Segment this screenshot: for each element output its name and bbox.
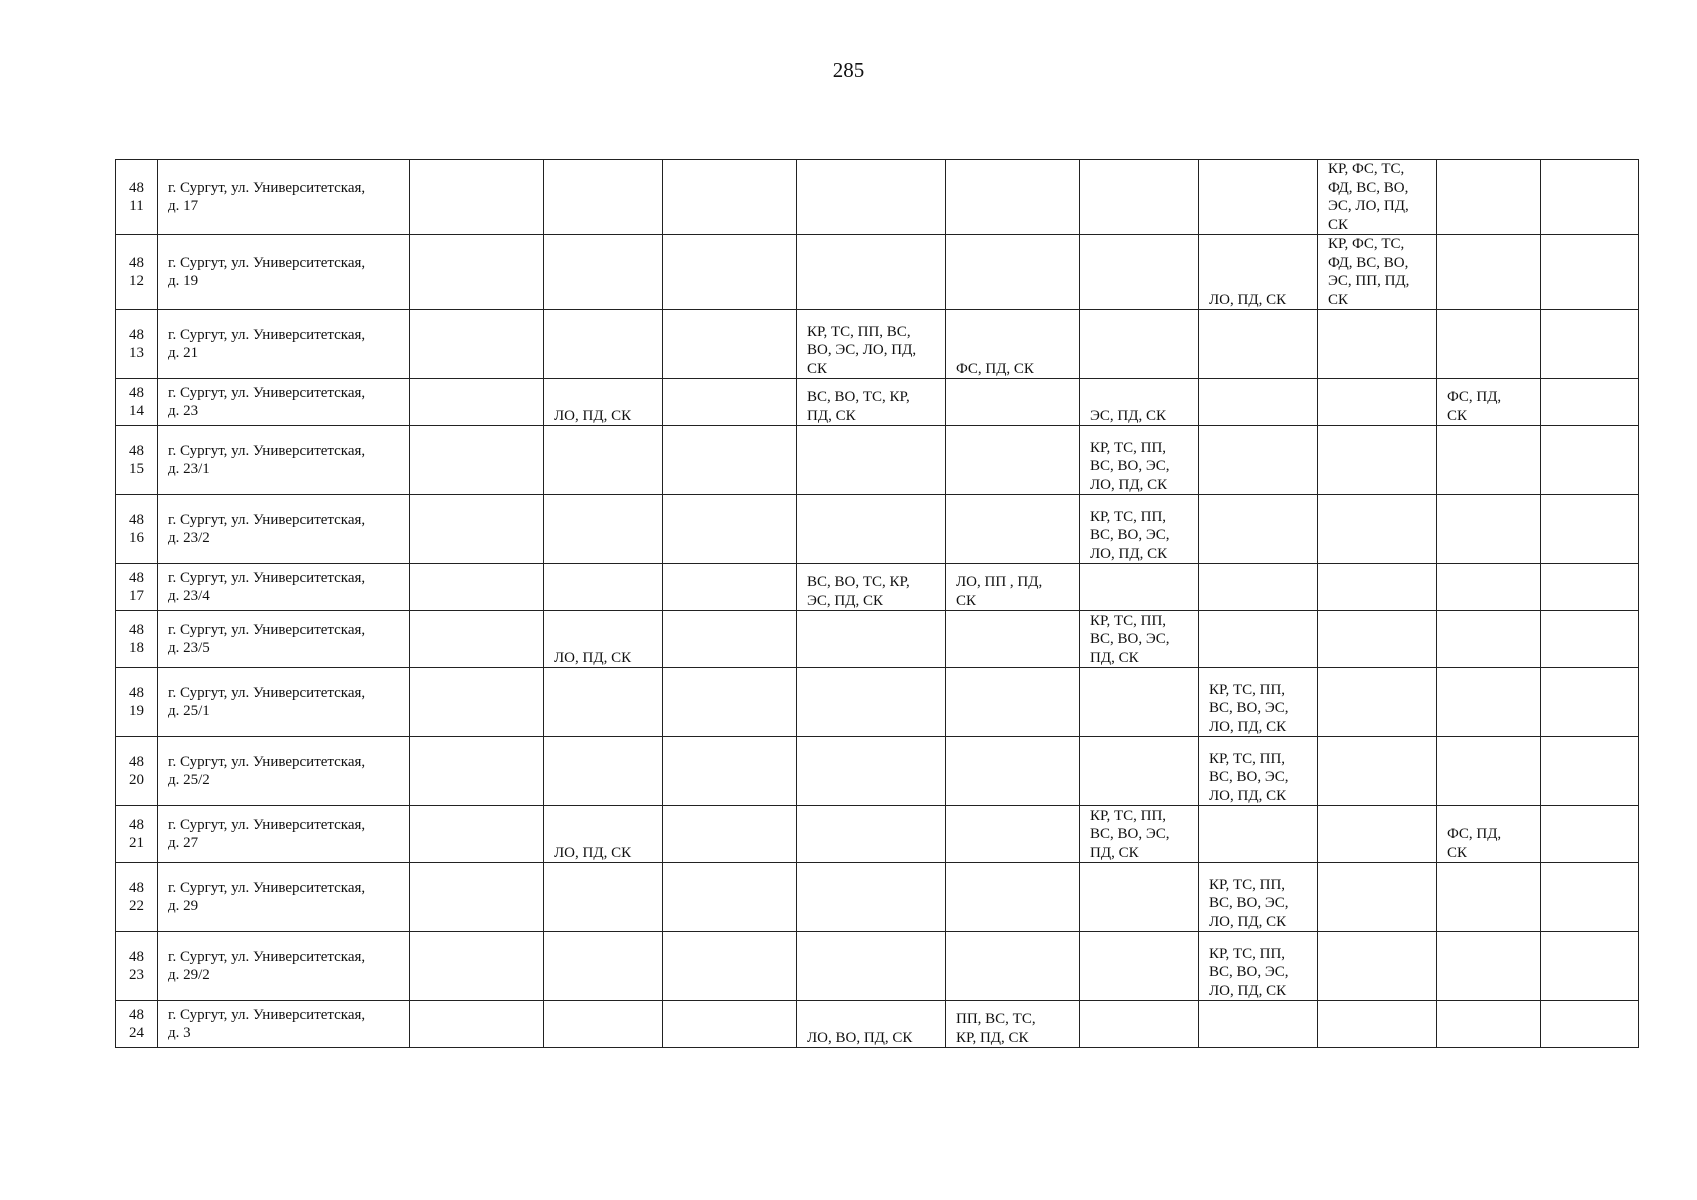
- work-type-cell: [1318, 863, 1437, 932]
- work-type-cell: [544, 611, 663, 668]
- table-row: [116, 863, 1639, 932]
- work-type-cell: [946, 160, 1080, 235]
- work-type-cell: [1080, 806, 1199, 863]
- table-row: [116, 379, 1639, 426]
- cell-text-line: ЛО, ПД, СК: [1209, 913, 1287, 930]
- cell-text-line: ФС, ПД, СК: [956, 360, 1034, 377]
- work-type-cell: [410, 1001, 544, 1048]
- cell-text-line: д. 25/1: [168, 703, 210, 719]
- cell-text-line: 12: [129, 273, 144, 289]
- work-type-cell: [797, 235, 946, 310]
- work-type-cell: [1437, 160, 1541, 235]
- cell-text-line: 48: [129, 326, 144, 343]
- cell-text-line: г. Сургут, ул. Университетская,: [168, 442, 366, 459]
- cell-text-line: ЛО, ПП , ПД,: [956, 574, 1043, 590]
- work-type-cell: [1199, 806, 1318, 863]
- cell-text-line: г. Сургут, ул. Университетская,: [168, 621, 366, 638]
- work-type-cell: [663, 426, 797, 495]
- work-type-cell: [1541, 1001, 1639, 1048]
- work-type-cell: [663, 235, 797, 310]
- cell-text-line: ВС, ВО, ЭС,: [1090, 631, 1170, 647]
- work-type-cell: [544, 495, 663, 564]
- work-type-cell: [663, 668, 797, 737]
- table-body: [116, 160, 1639, 1048]
- cell-text-line: КР, ТС, ПП,: [1209, 681, 1286, 698]
- work-type-cell: [1437, 932, 1541, 1001]
- work-type-cell: [410, 235, 544, 310]
- cell-text-line: ВС, ВО, ЭС,: [1209, 895, 1289, 911]
- cell-text-line: 21: [129, 835, 144, 851]
- work-type-cell: [1199, 310, 1318, 379]
- cell-text-line: СК: [1447, 844, 1468, 861]
- work-type-cell: [1437, 806, 1541, 863]
- work-type-cell: [410, 932, 544, 1001]
- work-type-cell: [946, 426, 1080, 495]
- cell-text-line: д. 29: [168, 898, 199, 914]
- table-row: [116, 564, 1639, 611]
- cell-text-line: СК: [956, 592, 977, 609]
- work-type-cell: [1541, 668, 1639, 737]
- cell-text-line: д. 21: [168, 345, 199, 361]
- row-number-cell: [116, 160, 158, 235]
- cell-text-line: 13: [129, 345, 144, 361]
- work-type-cell: [1318, 379, 1437, 426]
- work-schedule-table: [115, 159, 1639, 1048]
- cell-text-line: 48: [129, 621, 144, 638]
- work-type-cell: [410, 668, 544, 737]
- work-type-cell: [410, 564, 544, 611]
- cell-text-line: КР, ФС, ТС,: [1328, 161, 1405, 177]
- address-cell: [158, 235, 410, 310]
- work-type-cell: [797, 932, 946, 1001]
- work-type-cell: [797, 495, 946, 564]
- work-type-cell: [1080, 1001, 1199, 1048]
- work-type-cell: [663, 737, 797, 806]
- cell-text-line: 48: [129, 384, 144, 401]
- work-type-cell: [1318, 310, 1437, 379]
- work-type-cell: [663, 932, 797, 1001]
- cell-text-line: КР, ТС, ПП,: [1209, 945, 1286, 962]
- work-type-cell: [1080, 426, 1199, 495]
- work-type-cell: [797, 737, 946, 806]
- cell-text-line: 15: [129, 461, 144, 477]
- table-row: [116, 1001, 1639, 1048]
- cell-text-line: КР, ТС, ПП,: [1090, 439, 1167, 456]
- work-type-cell: [797, 426, 946, 495]
- cell-text-line: д. 19: [168, 273, 199, 289]
- cell-text-line: ЭС, ЛО, ПД,: [1328, 198, 1409, 214]
- cell-text-line: 48: [129, 879, 144, 896]
- cell-text-line: КР, ТС, ПП,: [1209, 876, 1286, 893]
- table-row: [116, 806, 1639, 863]
- work-type-cell: [1541, 160, 1639, 235]
- cell-text-line: д. 27: [168, 835, 199, 851]
- work-type-cell: [797, 668, 946, 737]
- cell-text-line: д. 23: [168, 403, 199, 419]
- cell-text-line: КР, ТС, ПП,: [1090, 612, 1167, 629]
- address-cell: [158, 863, 410, 932]
- address-cell: [158, 160, 410, 235]
- work-type-cell: [1080, 235, 1199, 310]
- cell-text-line: ЛО, ПД, СК: [1209, 291, 1287, 308]
- cell-text-line: КР, ТС, ПП,: [1090, 807, 1167, 824]
- work-type-cell: [1318, 737, 1437, 806]
- work-type-cell: [1080, 379, 1199, 426]
- row-number-cell: [116, 495, 158, 564]
- cell-text-line: ВС, ВО, ЭС,: [1209, 769, 1289, 785]
- work-type-cell: [1437, 379, 1541, 426]
- table-row: [116, 310, 1639, 379]
- work-type-cell: [1541, 426, 1639, 495]
- work-type-cell: [1437, 564, 1541, 611]
- address-cell: [158, 495, 410, 564]
- work-type-cell: [946, 737, 1080, 806]
- cell-text-line: ПД, СК: [807, 407, 856, 424]
- work-type-cell: [663, 863, 797, 932]
- work-type-cell: [663, 611, 797, 668]
- address-cell: [158, 1001, 410, 1048]
- work-type-cell: [1318, 611, 1437, 668]
- cell-text-line: ЭС, ПП, ПД,: [1328, 273, 1410, 289]
- cell-text-line: 48: [129, 753, 144, 770]
- cell-text-line: ВС, ВО, ЭС,: [1090, 527, 1170, 543]
- work-type-cell: [1541, 737, 1639, 806]
- work-type-cell: [663, 310, 797, 379]
- work-type-cell: [410, 737, 544, 806]
- cell-text-line: 16: [129, 530, 144, 546]
- address-cell: [158, 310, 410, 379]
- work-type-cell: [946, 564, 1080, 611]
- row-number-cell: [116, 564, 158, 611]
- work-type-cell: [1541, 495, 1639, 564]
- cell-text-line: г. Сургут, ул. Университетская,: [168, 511, 366, 528]
- cell-text-line: КР, ТС, ПП,: [1090, 508, 1167, 525]
- work-type-cell: [1080, 495, 1199, 564]
- work-type-cell: [946, 932, 1080, 1001]
- work-type-cell: [544, 737, 663, 806]
- cell-text-line: ПД, СК: [1090, 649, 1139, 666]
- work-type-cell: [1541, 932, 1639, 1001]
- work-type-cell: [1199, 160, 1318, 235]
- work-type-cell: [1080, 611, 1199, 668]
- work-type-cell: [544, 932, 663, 1001]
- work-type-cell: [410, 160, 544, 235]
- work-type-cell: [544, 1001, 663, 1048]
- cell-text-line: КР, ФС, ТС,: [1328, 236, 1405, 252]
- work-type-cell: [946, 863, 1080, 932]
- row-number-cell: [116, 426, 158, 495]
- work-type-cell: [544, 235, 663, 310]
- table-row: [116, 426, 1639, 495]
- work-type-cell: [1541, 863, 1639, 932]
- table-row: [116, 737, 1639, 806]
- cell-text-line: 48: [129, 816, 144, 833]
- work-type-cell: [663, 495, 797, 564]
- work-type-cell: [1437, 863, 1541, 932]
- work-type-cell: [946, 668, 1080, 737]
- work-type-cell: [410, 426, 544, 495]
- cell-text-line: СК: [1328, 291, 1349, 308]
- cell-text-line: г. Сургут, ул. Университетская,: [168, 254, 366, 271]
- cell-text-line: КР, ТС, ПП,: [1209, 750, 1286, 767]
- work-type-cell: [1080, 737, 1199, 806]
- address-cell: [158, 668, 410, 737]
- cell-text-line: д. 23/1: [168, 461, 210, 477]
- row-number-cell: [116, 806, 158, 863]
- work-type-cell: [410, 310, 544, 379]
- cell-text-line: СК: [807, 360, 828, 377]
- cell-text-line: 48: [129, 179, 144, 196]
- cell-text-line: ЛО, ПД, СК: [554, 649, 632, 666]
- cell-text-line: г. Сургут, ул. Университетская,: [168, 384, 366, 401]
- table-row: [116, 160, 1639, 235]
- row-number-cell: [116, 1001, 158, 1048]
- work-type-cell: [946, 1001, 1080, 1048]
- work-type-cell: [663, 806, 797, 863]
- cell-text-line: г. Сургут, ул. Университетская,: [168, 879, 366, 896]
- address-cell: [158, 737, 410, 806]
- cell-text-line: ЛО, ПД, СК: [1090, 545, 1168, 562]
- page-number: 285: [832, 58, 865, 82]
- work-type-cell: [544, 863, 663, 932]
- work-type-cell: [410, 379, 544, 426]
- cell-text-line: д. 23/2: [168, 530, 210, 546]
- work-type-cell: [1318, 235, 1437, 310]
- address-cell: [158, 806, 410, 863]
- cell-text-line: СК: [1447, 407, 1468, 424]
- work-type-cell: [663, 160, 797, 235]
- cell-text-line: ВО, ЭС, ЛО, ПД,: [807, 342, 917, 358]
- cell-text-line: ЛО, ПД, СК: [554, 844, 632, 861]
- cell-text-line: СК: [1328, 216, 1349, 233]
- row-number-cell: [116, 668, 158, 737]
- cell-text-line: ВС, ВО, ТС, КР,: [807, 389, 910, 405]
- cell-text-line: ЛО, ПД, СК: [1209, 787, 1287, 804]
- work-type-cell: [410, 495, 544, 564]
- work-type-cell: [410, 611, 544, 668]
- cell-text-line: ПП, ВС, ТС,: [956, 1011, 1036, 1027]
- row-number-cell: [116, 863, 158, 932]
- cell-text-line: ВС, ВО, ЭС,: [1090, 826, 1170, 842]
- work-type-cell: [797, 863, 946, 932]
- cell-text-line: 11: [129, 198, 144, 214]
- work-type-cell: [797, 564, 946, 611]
- work-type-cell: [1199, 668, 1318, 737]
- work-type-cell: [1199, 932, 1318, 1001]
- cell-text-line: ПД, СК: [1090, 844, 1139, 861]
- work-type-cell: [1437, 611, 1541, 668]
- row-number-cell: [116, 379, 158, 426]
- cell-text-line: г. Сургут, ул. Университетская,: [168, 948, 366, 965]
- address-cell: [158, 379, 410, 426]
- work-type-cell: [544, 564, 663, 611]
- cell-text-line: 14: [129, 403, 144, 419]
- cell-text-line: 20: [129, 772, 144, 788]
- row-number-cell: [116, 235, 158, 310]
- cell-text-line: д. 23/5: [168, 640, 210, 656]
- work-type-cell: [663, 379, 797, 426]
- work-type-cell: [946, 806, 1080, 863]
- work-type-cell: [797, 160, 946, 235]
- cell-text-line: ЭС, ПД, СК: [807, 592, 883, 609]
- work-type-cell: [797, 611, 946, 668]
- work-type-cell: [1541, 611, 1639, 668]
- work-type-cell: [1541, 806, 1639, 863]
- cell-text-line: КР, ТС, ПП, ВС,: [807, 323, 911, 340]
- work-type-cell: [797, 310, 946, 379]
- cell-text-line: г. Сургут, ул. Университетская,: [168, 179, 366, 196]
- work-type-cell: [946, 379, 1080, 426]
- table-row: [116, 932, 1639, 1001]
- cell-text-line: 48: [129, 254, 144, 271]
- work-type-cell: [1437, 737, 1541, 806]
- cell-text-line: 22: [129, 898, 144, 914]
- work-type-cell: [1541, 235, 1639, 310]
- work-type-cell: [544, 426, 663, 495]
- work-type-cell: [1199, 737, 1318, 806]
- cell-text-line: КР, ПД, СК: [956, 1029, 1029, 1046]
- work-type-cell: [946, 310, 1080, 379]
- cell-text-line: г. Сургут, ул. Университетская,: [168, 753, 366, 770]
- cell-text-line: г. Сургут, ул. Университетская,: [168, 1006, 366, 1023]
- cell-text-line: 19: [129, 703, 144, 719]
- work-type-cell: [1437, 495, 1541, 564]
- cell-text-line: ЛО, ПД, СК: [1209, 982, 1287, 999]
- cell-text-line: г. Сургут, ул. Университетская,: [168, 684, 366, 701]
- cell-text-line: ФС, ПД,: [1447, 389, 1502, 405]
- work-type-cell: [797, 806, 946, 863]
- table-row: [116, 235, 1639, 310]
- work-type-cell: [544, 379, 663, 426]
- cell-text-line: 17: [129, 588, 144, 604]
- cell-text-line: д. 17: [168, 198, 199, 214]
- work-type-cell: [1199, 611, 1318, 668]
- work-type-cell: [1199, 863, 1318, 932]
- address-cell: [158, 426, 410, 495]
- work-type-cell: [1199, 379, 1318, 426]
- cell-text-line: д. 25/2: [168, 772, 210, 788]
- work-type-cell: [946, 495, 1080, 564]
- row-number-cell: [116, 737, 158, 806]
- cell-text-line: 24: [129, 1025, 144, 1041]
- cell-text-line: ВС, ВО, ЭС,: [1209, 964, 1289, 980]
- cell-text-line: 48: [129, 511, 144, 528]
- cell-text-line: ФС, ПД,: [1447, 826, 1502, 842]
- address-cell: [158, 932, 410, 1001]
- cell-text-line: г. Сургут, ул. Университетская,: [168, 816, 366, 833]
- work-type-cell: [797, 1001, 946, 1048]
- cell-text-line: д. 3: [168, 1025, 191, 1041]
- work-type-cell: [663, 1001, 797, 1048]
- work-type-cell: [544, 806, 663, 863]
- work-type-cell: [1080, 564, 1199, 611]
- work-type-cell: [1318, 160, 1437, 235]
- cell-text-line: д. 23/4: [168, 588, 210, 604]
- cell-text-line: 48: [129, 569, 144, 586]
- work-type-cell: [1199, 495, 1318, 564]
- work-type-cell: [1318, 1001, 1437, 1048]
- work-type-cell: [1199, 1001, 1318, 1048]
- cell-text-line: 48: [129, 948, 144, 965]
- cell-text-line: д. 29/2: [168, 967, 210, 983]
- row-number-cell: [116, 611, 158, 668]
- work-type-cell: [1318, 932, 1437, 1001]
- work-type-cell: [946, 611, 1080, 668]
- cell-text-line: ЛО, ПД, СК: [554, 407, 632, 424]
- work-type-cell: [544, 160, 663, 235]
- cell-text-line: ВС, ВО, ТС, КР,: [807, 574, 910, 590]
- table-row: [116, 668, 1639, 737]
- table-row: [116, 611, 1639, 668]
- work-type-cell: [1318, 564, 1437, 611]
- work-type-cell: [1541, 564, 1639, 611]
- work-type-cell: [1541, 310, 1639, 379]
- cell-text-line: ФД, ВС, ВО,: [1328, 254, 1409, 271]
- cell-text-line: ЛО, ПД, СК: [1209, 718, 1287, 735]
- cell-text-line: г. Сургут, ул. Университетская,: [168, 326, 366, 343]
- work-type-cell: [1080, 863, 1199, 932]
- work-type-cell: [1541, 379, 1639, 426]
- work-type-cell: [797, 379, 946, 426]
- cell-text-line: 48: [129, 1006, 144, 1023]
- work-type-cell: [1199, 235, 1318, 310]
- cell-text-line: ЭС, ПД, СК: [1090, 407, 1166, 424]
- cell-text-line: 48: [129, 684, 144, 701]
- work-type-cell: [1080, 668, 1199, 737]
- table-row: [116, 495, 1639, 564]
- cell-text-line: ВС, ВО, ЭС,: [1090, 458, 1170, 474]
- row-number-cell: [116, 932, 158, 1001]
- work-type-cell: [1437, 1001, 1541, 1048]
- cell-text-line: г. Сургут, ул. Университетская,: [168, 569, 366, 586]
- work-type-cell: [946, 235, 1080, 310]
- work-type-cell: [1437, 310, 1541, 379]
- work-type-cell: [1318, 495, 1437, 564]
- cell-text-line: ЛО, ВО, ПД, СК: [807, 1029, 913, 1046]
- cell-text-line: 18: [129, 640, 144, 656]
- work-type-cell: [410, 806, 544, 863]
- work-type-cell: [1199, 426, 1318, 495]
- work-type-cell: [544, 668, 663, 737]
- work-type-cell: [1080, 310, 1199, 379]
- work-type-cell: [1437, 668, 1541, 737]
- cell-text-line: ВС, ВО, ЭС,: [1209, 700, 1289, 716]
- work-type-cell: [410, 863, 544, 932]
- work-type-cell: [1318, 426, 1437, 495]
- work-type-cell: [663, 564, 797, 611]
- work-type-cell: [1318, 806, 1437, 863]
- work-type-cell: [1318, 668, 1437, 737]
- cell-text-line: ЛО, ПД, СК: [1090, 476, 1168, 493]
- cell-text-line: 48: [129, 442, 144, 459]
- work-type-cell: [544, 310, 663, 379]
- work-type-cell: [1437, 235, 1541, 310]
- address-cell: [158, 564, 410, 611]
- cell-text-line: 23: [129, 967, 144, 983]
- work-type-cell: [1437, 426, 1541, 495]
- address-cell: [158, 611, 410, 668]
- work-type-cell: [1080, 160, 1199, 235]
- work-type-cell: [1080, 932, 1199, 1001]
- work-type-cell: [1199, 564, 1318, 611]
- cell-text-line: ФД, ВС, ВО,: [1328, 179, 1409, 196]
- row-number-cell: [116, 310, 158, 379]
